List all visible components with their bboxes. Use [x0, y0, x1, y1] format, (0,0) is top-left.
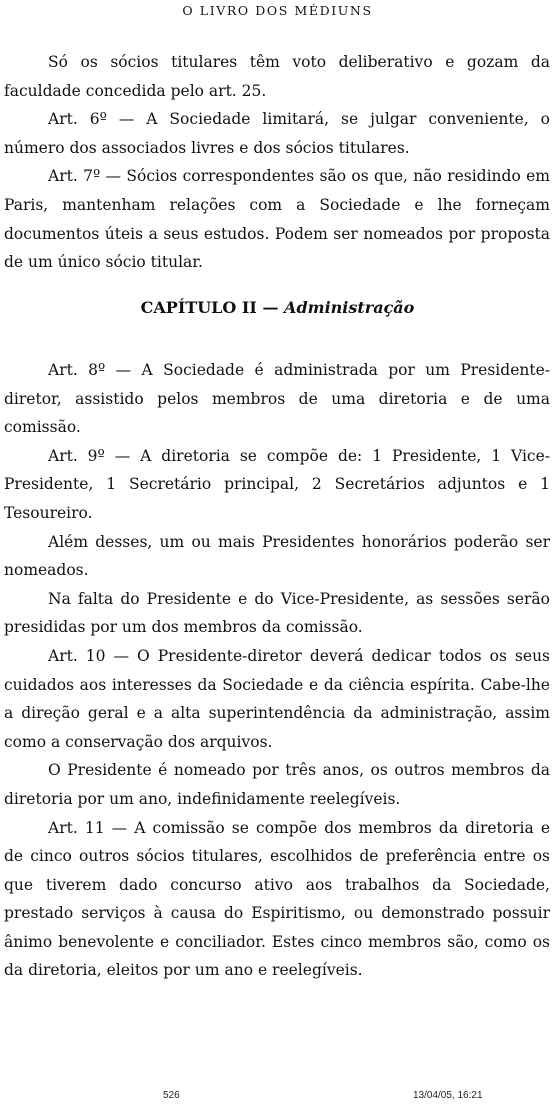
paragraph: Além desses, um ou mais Presidentes honorários poderão ser nomeados. [4, 532, 550, 580]
paragraph: Na falta do Presidente e do Vice-Presidente, as sessões serão presididas por um dos membros da comissão. [4, 589, 550, 637]
paragraph: Art. 6º — A Sociedade limitará, se julgar conveniente, o número dos associados livres e dos sócios titulares. [4, 110, 550, 157]
running-head: O LIVRO DOS MÉDIUNS [182, 3, 373, 18]
paragraph: Art. 10 — O Presidente-diretor deverá dedicar todos os seus cuidados aos interesses da Sociedade e da ciência espírita. Cabe-lhe a direção geral e a alta superintendência da administração, assim como a conservação dos arquivos. [4, 646, 550, 751]
paragraph: Art. 7º — Sócios correspondentes são os que, não residindo em Paris, mantenham relações com a Sociedade e lhe forneçam documentos úteis a seus estudos. Podem ser nomeados por proposta de um único sócio titular. [4, 167, 550, 272]
paragraph: Art. 11 — A comissão se compõe dos membros da diretoria e de cinco outros sócios titulares, escolhidos de preferência entre os que tiverem dado concurso ativo aos trabalhos da Sociedade, prestado serviços à causa do Espiritismo, ou demonstrado possuir ânimo benevolente e conciliador. Estes cinco membros são, como os da diretoria, eleitos por um ano e reelegíveis. [4, 818, 550, 980]
footer-page-number: 526 [163, 1090, 180, 1101]
footer-timestamp: 13/04/05, 16:21 [413, 1090, 483, 1101]
text-block-after-heading [4, 356, 550, 985]
paragraph: Art. 8º — A Sociedade é administrada por um Presidente-diretor, assistido pelos membros de uma diretoria e de uma comissão. [4, 361, 550, 437]
chapter-heading [0, 298, 555, 317]
text-block-before-heading [4, 48, 550, 277]
paragraph: Só os sócios titulares têm voto deliberativo e gozam da faculdade concedida pelo art. 25. [4, 53, 550, 100]
chapter-title: Administração [284, 298, 415, 317]
paragraph: Art. 9º — A diretoria se compõe de: 1 Presidente, 1 Vice-Presidente, 1 Secretário principal, 2 Secretários adjuntos e 1 Tesoureiro. [4, 446, 550, 522]
chapter-label: CAPÍTULO II — [140, 298, 279, 317]
paragraph: O Presidente é nomeado por três anos, os outros membros da diretoria por um ano, indefinidamente reelegíveis. [4, 761, 550, 808]
